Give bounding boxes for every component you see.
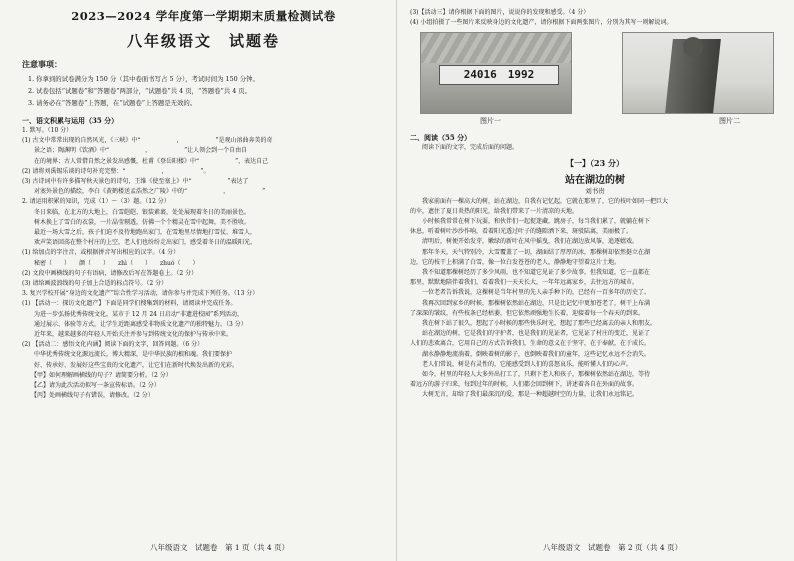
paper-title: 八年级语文 试题卷 — [126, 32, 280, 50]
passage-author: 刘书贵 — [585, 186, 605, 195]
photo-captions — [480, 116, 740, 126]
passage-line: 休息，听着树叶沙沙作响，看着阳光透过叶子的缝隙洒下来，斑驳陆离，美丽极了。 — [410, 228, 633, 236]
text-line: 在的境界；古人常借自然之景发出感慨，杜甫《登岳阳楼》中“ ”，表达自己 — [22, 157, 269, 165]
page-right — [398, 0, 794, 561]
section-heading: 二、阅读（55 分） — [410, 133, 472, 143]
text-line: (3)【活动三】请你根据下面的图片，说说你的发现和感受。（4 分） — [410, 9, 590, 16]
passage-line: 如今，村里的年轻人大多外出打工了，只剩下老人和孩子，那棵树依然站在湖边，等待 — [410, 371, 651, 379]
passage-line: 我不知道那棵树经历了多少风雨，也不知道它见证了多少故事，但我知道，它一直都在 — [410, 269, 651, 277]
passage-line: 湖水静静地流淌着，倒映着树的影子，也倒映着我们的童年，这些记忆永远不会消失。 — [410, 350, 651, 358]
exam-title: 2023—2024 学年度第一学期期末质量检测试卷 — [71, 9, 336, 23]
text-line: (1) 给加点的字注音，或根据拼音写出相应的汉字。（4 分） — [22, 249, 180, 257]
page-divider — [396, 0, 397, 561]
passage-line: 我在树下站了很久，想起了小时候的那些快乐时光，想起了那些已经离去的亲人和朋友。 — [410, 320, 657, 328]
text-line: 3. 复兴学校开展“身边的文化遗产”综合性学习活动，请你参与并完成下列任务。（13 分） — [22, 290, 259, 298]
passage-line: 着远方的游子归来，每到过年的时候，人们都会回到树下，讲述着各自在外面的故事。 — [410, 381, 639, 389]
note-item: 3. 请务必在“答题卷”上答题，在“试题卷”上答题是无效的。 — [28, 99, 197, 107]
text-line: (2) 文段中画横线的句子有语病，请修改后写在答题卷上。（2 分） — [22, 269, 198, 277]
text-line: 最近一场大雪之后，孩子们迫不及待地跑出家门，在雪地里尽情地打雪仗、堆雪人， — [22, 229, 257, 237]
text-line: (1) 古文中常常出现的自然风光，《三峡》中“ ， ”是观山溶曲奔美的奇 — [22, 137, 273, 145]
page-footer: 八年级语文 试题卷 第 2 页（共 4 页） — [543, 543, 683, 552]
text-line: 树木换上了雪白的衣裳，一片晶莹剔透，仿佛一个个精灵在雪中起舞，美不胜收。 — [22, 218, 251, 226]
text-line: 对塞外景色的描绘，李白《黄鹤楼送孟浩然之广陵》中的“ ， ” — [22, 188, 266, 196]
passage-number: 【一】（23 分） — [566, 157, 624, 168]
note-item: 1. 你拿到的试卷满分为 150 分（其中卷面书写占 5 分），考试时间为 150 分钟。 — [28, 75, 259, 83]
text-line: 2. 请运用积累的知识，完成（1）～（3）题。（12 分） — [22, 198, 170, 206]
passage-line: 那年冬天，天气特别冷，大雪覆盖了一切，湖面结了厚厚的冰，那棵树却依然挺立在湖 — [410, 248, 651, 256]
passage-line: 了深深的皱纹，有些枝条已经枯萎，但它依然顽强地生长着，迎接着每一个春天的到来。 — [410, 309, 645, 317]
text-line: 好、传承好、发展好这些宝贵的文化遗产，让它们在新时代焕发出新的光彩。 — [22, 361, 239, 369]
passage-line: 人们的悲欢离合，它用自己的方式告诉我们，生命的意义在于坚守，在于奉献，在于成长。 — [410, 340, 651, 348]
passage-line: 大树无言，却给了我们最深沉的爱，那是一种超越时空的力量，让我们永远铭记。 — [410, 391, 639, 399]
photo-caption-2: 图片二 — [719, 117, 740, 126]
passage-line: 边，它的枝干上积满了白雪，像一位白发苍苍的老人，静静地守望着这片土地。 — [410, 258, 621, 266]
passage-line: 我再次回到家乡的时候，那棵树依然站在湖边，只是比记忆中更加苍老了，树干上布满 — [410, 299, 651, 307]
text-line: (1) 【活动一：探访文化遗产】下面是同学们搜集到的材料，请阅读并完成任务。 — [22, 300, 237, 308]
photo-row — [420, 32, 774, 114]
text-line: 冬日来临，在北方的大地上，白雪皑皑、银装素裹，处处展现着冬日的美丽景色。 — [22, 208, 251, 216]
section-instruction: 阅读下面的文字，完成后面的问题。 — [410, 144, 519, 152]
text-line: 【丙】处画横线句子有错误，请修改。（2 分） — [22, 392, 154, 400]
passage-line: 站在湖边的树，它是我们的守护者，也是我们的见证者，它见证了村庄的变迁，见证了 — [410, 330, 651, 338]
text-line: 【甲】如何理解画横线的句子？请简要分析。（2 分） — [22, 371, 172, 379]
page-left — [0, 0, 395, 561]
text-line: 中华优秀传统文化源远流长，博大精深，是中华民族的根和魂。我们要保护 — [22, 351, 233, 359]
note-item: 2. 试卷包括“试题卷”和“答题卷”两部分，“试题卷”共 4 页，“答题卷”共 4 页。 — [28, 87, 252, 95]
notes-heading: 注意事项： — [22, 59, 62, 69]
stone-texture — [421, 33, 571, 63]
text-line: 【乙】请为此次活动拟写一条宣传标语。（2 分） — [22, 382, 160, 390]
text-line: (3) 请给画波浪线的句子加上合适的标点符号。（2 分） — [22, 280, 168, 288]
text-line: 近年来，越来越多的年轻人开始关注并参与到传统文化的保护与传承中来。 — [22, 331, 233, 339]
photo-license-plate-stone — [420, 32, 572, 114]
question-heading: 1. 默写。（10 分） — [22, 127, 73, 134]
text-line: (3) 古诗词中有许多描写秋天景色的诗句，王维《使至塞上》中“ ”表达了 — [22, 178, 249, 186]
text-line: 秘密（ ） 颜（ ） zhì（ ） zhuó（ ） — [22, 259, 199, 267]
text-line: 景之语；陶渊明《饮酒》中“ ， ”让人领会到一个自由自 — [22, 147, 248, 155]
page-footer: 八年级语文 试题卷 第 1 页（共 4 页） — [150, 543, 290, 552]
passage-line: 清明后，树便开始发芽，嫩绿的新叶在风中摇曳，我们在湖边放风筝，追逐嬉戏。 — [410, 238, 639, 246]
text-line: (4) 小组拍摄了一些图片来反映身边的文化遗产，请你根据下面两张图片，分别为其写一则解说词。 — [410, 19, 673, 27]
text-line: 通过展示、体验等方式，让学生近距离感受非物质文化遗产的独特魅力。（3 分） — [22, 320, 247, 328]
text-line: 为进一步弘扬优秀传统文化，某市于 12 月 24 日启动“非遗进校园”系列活动， — [22, 310, 244, 318]
passage-line: 老人们常说，树是有灵性的，它能感受到人们的喜怒哀乐，能听懂人们的心声。 — [410, 360, 633, 368]
photo-caption-1: 图片一 — [480, 117, 501, 126]
section-heading: 一、语文积累与运用（35 分） — [22, 116, 119, 125]
passage-line: 小时候我常常在树下玩耍，和伙伴们一起捉迷藏，跳房子，每当我们累了，就躺在树下 — [410, 218, 651, 226]
passage-line: 的伞，遮住了夏日炎热的阳光，给我们带来了一片清凉的天地。 — [410, 207, 579, 215]
text-line: 欢声笑语回荡在整个村庄的上空，老人们也纷纷走出家门，感受着冬日的温暖阳光。 — [22, 239, 257, 247]
passage-line: 一位老者告诉我说，这棵树是当年村里的先人亲手种下的，已经有一百多年的历史了。 — [410, 289, 651, 297]
passage-line: 我家前面有一棵高大的树，站在湖边，自我有记忆起，它就在那里了，它的枝叶如同一把巨大 — [410, 197, 669, 205]
text-line: (2) 【活动二：感悟文化内涵】阅读下面的文字，回答问题。（6 分） — [22, 341, 204, 349]
passage-line: 那里，默默地陪伴着我们，看着我们一天天长大，一年年远离家乡，去往远方的城市。 — [410, 279, 639, 287]
text-line: (2) 请将刘禹锡乐谈的诗句补充完整：“ ， ”。 — [22, 167, 210, 175]
photo-old-wall-tree — [622, 32, 774, 114]
passage-title: 站在湖边的树 — [565, 174, 625, 186]
photo-plate-text: 24016 1992 — [439, 65, 559, 85]
